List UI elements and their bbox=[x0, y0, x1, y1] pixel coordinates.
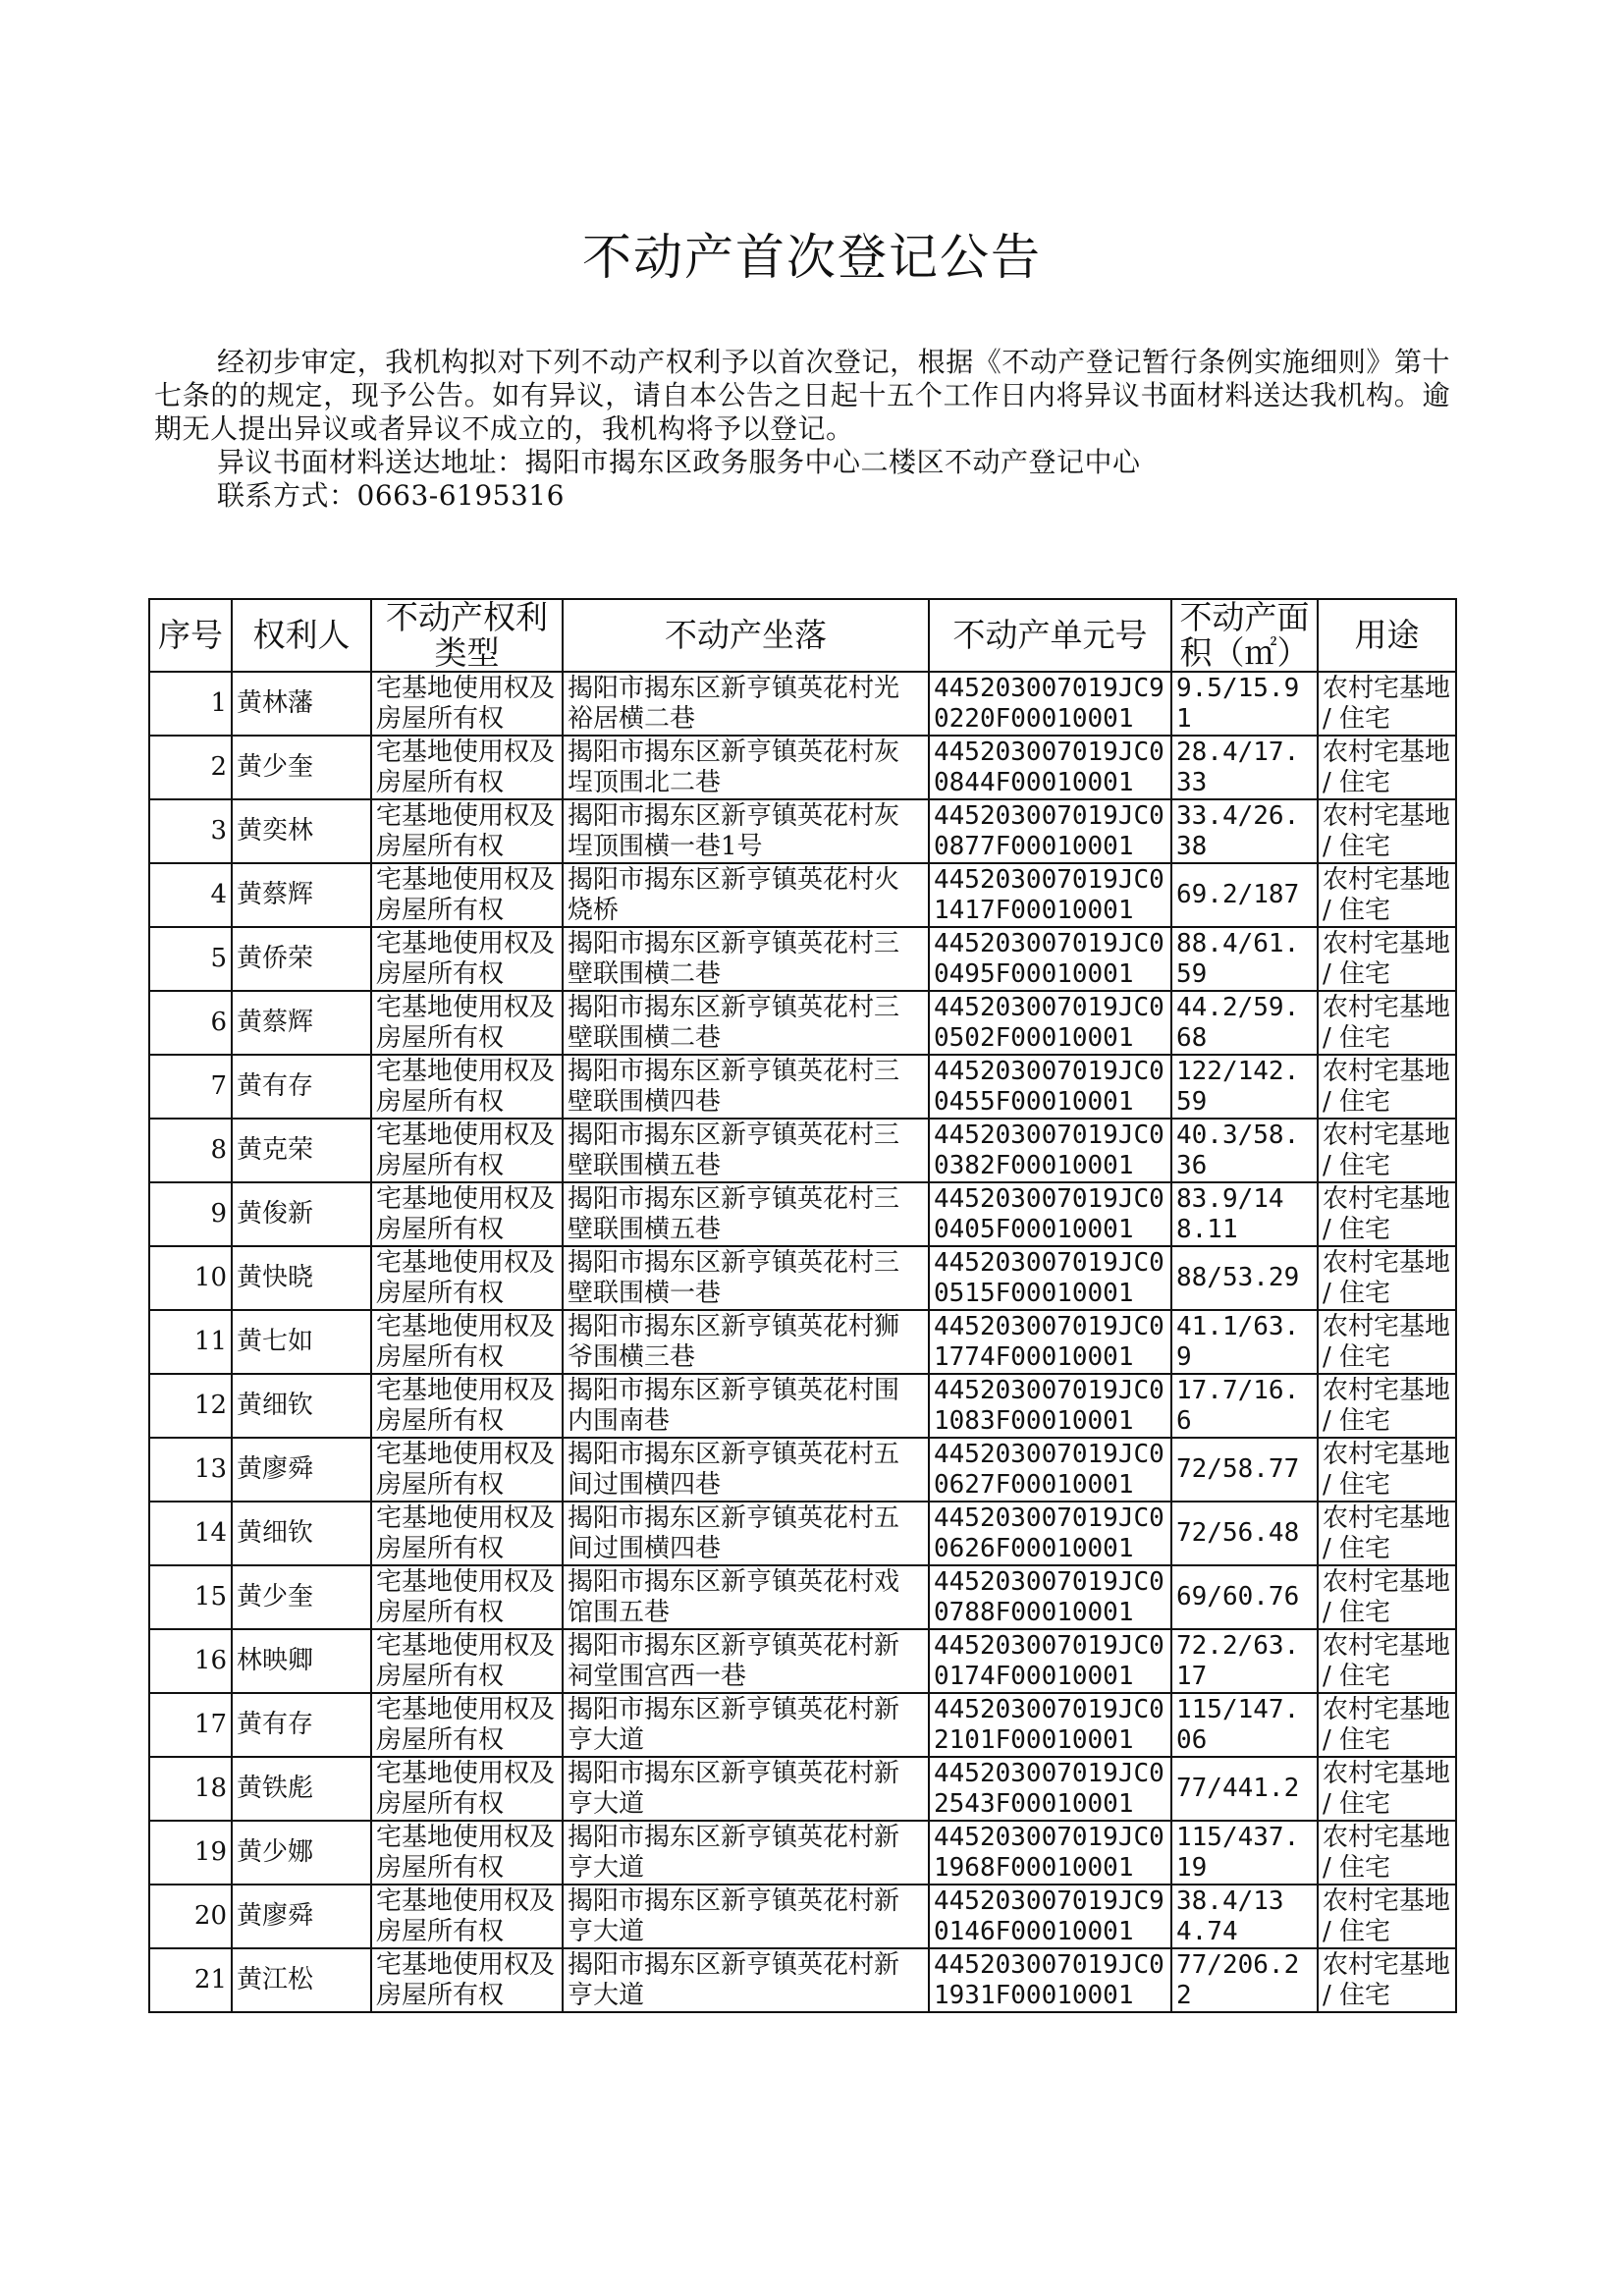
row-index: 18 bbox=[149, 1757, 232, 1821]
row-index: 12 bbox=[149, 1374, 232, 1438]
row-right-type: 宅基地使用权及房屋所有权 bbox=[371, 1502, 563, 1565]
row-location: 揭阳市揭东区新亨镇英花村新亨大道 bbox=[563, 1948, 929, 2012]
row-use: 农村宅基地 / 住宅 bbox=[1318, 736, 1456, 799]
row-location: 揭阳市揭东区新亨镇英花村新祠堂围宫西一巷 bbox=[563, 1629, 929, 1693]
row-unit-number: 445203007019JC00844F00010001 bbox=[929, 736, 1171, 799]
page-title: 不动产首次登记公告 bbox=[582, 229, 1042, 286]
row-unit-number: 445203007019JC00405F00010001 bbox=[929, 1182, 1171, 1246]
row-index: 1 bbox=[149, 672, 232, 736]
table-row bbox=[149, 1693, 1456, 1757]
row-area: 77/206.22 bbox=[1171, 1948, 1318, 2012]
row-owner: 黄侨荣 bbox=[232, 927, 371, 991]
header-unit-number: 不动产单元号 bbox=[929, 599, 1171, 672]
row-use: 农村宅基地 / 住宅 bbox=[1318, 1502, 1456, 1565]
row-owner: 黄江松 bbox=[232, 1948, 371, 2012]
row-area: 72/58.77 bbox=[1171, 1438, 1318, 1502]
table-row bbox=[149, 1565, 1456, 1629]
row-right-type: 宅基地使用权及房屋所有权 bbox=[371, 1565, 563, 1629]
row-use: 农村宅基地 / 住宅 bbox=[1318, 927, 1456, 991]
row-use: 农村宅基地 / 住宅 bbox=[1318, 1821, 1456, 1885]
row-unit-number: 445203007019JC00502F00010001 bbox=[929, 991, 1171, 1055]
row-owner: 黄细钦 bbox=[232, 1374, 371, 1438]
row-use: 农村宅基地 / 住宅 bbox=[1318, 1885, 1456, 1948]
row-use: 农村宅基地 / 住宅 bbox=[1318, 1182, 1456, 1246]
row-unit-number: 445203007019JC00877F00010001 bbox=[929, 799, 1171, 863]
row-location: 揭阳市揭东区新亨镇英花村三壁联围横五巷 bbox=[563, 1182, 929, 1246]
row-right-type: 宅基地使用权及房屋所有权 bbox=[371, 1119, 563, 1182]
row-unit-number: 445203007019JC00627F00010001 bbox=[929, 1438, 1171, 1502]
row-area: 33.4/26.38 bbox=[1171, 799, 1318, 863]
row-index: 3 bbox=[149, 799, 232, 863]
row-unit-number: 445203007019JC01774F00010001 bbox=[929, 1310, 1171, 1374]
table-row bbox=[149, 1182, 1456, 1246]
row-right-type: 宅基地使用权及房屋所有权 bbox=[371, 672, 563, 736]
row-location: 揭阳市揭东区新亨镇英花村戏馆围五巷 bbox=[563, 1565, 929, 1629]
table-row bbox=[149, 1629, 1456, 1693]
row-right-type: 宅基地使用权及房屋所有权 bbox=[371, 927, 563, 991]
row-right-type: 宅基地使用权及房屋所有权 bbox=[371, 1885, 563, 1948]
row-location: 揭阳市揭东区新亨镇英花村灰埕顶围北二巷 bbox=[563, 736, 929, 799]
row-owner: 黄少奎 bbox=[232, 736, 371, 799]
row-area: 115/147.06 bbox=[1171, 1693, 1318, 1757]
header-use: 用途 bbox=[1318, 599, 1456, 672]
table-row bbox=[149, 1885, 1456, 1948]
row-unit-number: 445203007019JC00515F00010001 bbox=[929, 1246, 1171, 1310]
row-location: 揭阳市揭东区新亨镇英花村新亨大道 bbox=[563, 1693, 929, 1757]
row-location: 揭阳市揭东区新亨镇英花村灰埕顶围横一巷1号 bbox=[563, 799, 929, 863]
row-index: 21 bbox=[149, 1948, 232, 2012]
row-use: 农村宅基地 / 住宅 bbox=[1318, 1246, 1456, 1310]
row-index: 9 bbox=[149, 1182, 232, 1246]
registration-table bbox=[148, 598, 1457, 2013]
row-right-type: 宅基地使用权及房屋所有权 bbox=[371, 1310, 563, 1374]
row-use: 农村宅基地 / 住宅 bbox=[1318, 1693, 1456, 1757]
row-area: 69.2/187 bbox=[1171, 863, 1318, 927]
row-unit-number: 445203007019JC01083F00010001 bbox=[929, 1374, 1171, 1438]
table-row bbox=[149, 1246, 1456, 1310]
row-location: 揭阳市揭东区新亨镇英花村狮爷围横三巷 bbox=[563, 1310, 929, 1374]
row-index: 14 bbox=[149, 1502, 232, 1565]
row-use: 农村宅基地 / 住宅 bbox=[1318, 1757, 1456, 1821]
table-row bbox=[149, 1948, 1456, 2012]
row-index: 16 bbox=[149, 1629, 232, 1693]
row-location: 揭阳市揭东区新亨镇英花村三壁联围横四巷 bbox=[563, 1055, 929, 1119]
row-owner: 黄蔡辉 bbox=[232, 863, 371, 927]
table-row bbox=[149, 1502, 1456, 1565]
row-owner: 黄细钦 bbox=[232, 1502, 371, 1565]
row-index: 7 bbox=[149, 1055, 232, 1119]
row-area: 88/53.29 bbox=[1171, 1246, 1318, 1310]
row-area: 69/60.76 bbox=[1171, 1565, 1318, 1629]
row-owner: 黄少娜 bbox=[232, 1821, 371, 1885]
row-area: 115/437.19 bbox=[1171, 1821, 1318, 1885]
row-right-type: 宅基地使用权及房屋所有权 bbox=[371, 1821, 563, 1885]
row-index: 13 bbox=[149, 1438, 232, 1502]
row-owner: 黄少奎 bbox=[232, 1565, 371, 1629]
row-owner: 黄七如 bbox=[232, 1310, 371, 1374]
row-owner: 黄奕林 bbox=[232, 799, 371, 863]
row-owner: 黄廖舜 bbox=[232, 1885, 371, 1948]
row-index: 19 bbox=[149, 1821, 232, 1885]
row-right-type: 宅基地使用权及房屋所有权 bbox=[371, 736, 563, 799]
row-unit-number: 445203007019JC00788F00010001 bbox=[929, 1565, 1171, 1629]
row-use: 农村宅基地 / 住宅 bbox=[1318, 672, 1456, 736]
row-location: 揭阳市揭东区新亨镇英花村三壁联围横二巷 bbox=[563, 927, 929, 991]
row-location: 揭阳市揭东区新亨镇英花村光裕居横二巷 bbox=[563, 672, 929, 736]
table-header-row bbox=[149, 599, 1456, 672]
row-right-type: 宅基地使用权及房屋所有权 bbox=[371, 1182, 563, 1246]
row-unit-number: 445203007019JC02101F00010001 bbox=[929, 1693, 1171, 1757]
row-area: 44.2/59.68 bbox=[1171, 991, 1318, 1055]
row-index: 2 bbox=[149, 736, 232, 799]
row-unit-number: 445203007019JC00626F00010001 bbox=[929, 1502, 1171, 1565]
table-row bbox=[149, 1055, 1456, 1119]
row-area: 72/56.48 bbox=[1171, 1502, 1318, 1565]
row-location: 揭阳市揭东区新亨镇英花村围内围南巷 bbox=[563, 1374, 929, 1438]
row-index: 11 bbox=[149, 1310, 232, 1374]
row-location: 揭阳市揭东区新亨镇英花村新亨大道 bbox=[563, 1757, 929, 1821]
row-area: 72.2/63.17 bbox=[1171, 1629, 1318, 1693]
row-use: 农村宅基地 / 住宅 bbox=[1318, 991, 1456, 1055]
row-owner: 林映卿 bbox=[232, 1629, 371, 1693]
header-area: 不动产面积（㎡） bbox=[1171, 599, 1318, 672]
table-row bbox=[149, 1310, 1456, 1374]
row-area: 28.4/17.33 bbox=[1171, 736, 1318, 799]
row-index: 17 bbox=[149, 1693, 232, 1757]
row-index: 8 bbox=[149, 1119, 232, 1182]
row-location: 揭阳市揭东区新亨镇英花村三壁联围横一巷 bbox=[563, 1246, 929, 1310]
row-owner: 黄快晓 bbox=[232, 1246, 371, 1310]
table-row bbox=[149, 863, 1456, 927]
row-location: 揭阳市揭东区新亨镇英花村新亨大道 bbox=[563, 1885, 929, 1948]
table-row bbox=[149, 1374, 1456, 1438]
table-row bbox=[149, 799, 1456, 863]
row-right-type: 宅基地使用权及房屋所有权 bbox=[371, 863, 563, 927]
row-right-type: 宅基地使用权及房屋所有权 bbox=[371, 799, 563, 863]
header-right-type: 不动产权利类型 bbox=[371, 599, 563, 672]
row-use: 农村宅基地 / 住宅 bbox=[1318, 1629, 1456, 1693]
row-owner: 黄铁彪 bbox=[232, 1757, 371, 1821]
table-row bbox=[149, 1821, 1456, 1885]
row-unit-number: 445203007019JC00455F00010001 bbox=[929, 1055, 1171, 1119]
row-unit-number: 445203007019JC01417F00010001 bbox=[929, 863, 1171, 927]
table-row bbox=[149, 1438, 1456, 1502]
row-unit-number: 445203007019JC90220F00010001 bbox=[929, 672, 1171, 736]
row-owner: 黄俊新 bbox=[232, 1182, 371, 1246]
row-area: 77/441.2 bbox=[1171, 1757, 1318, 1821]
row-owner: 黄克荣 bbox=[232, 1119, 371, 1182]
row-use: 农村宅基地 / 住宅 bbox=[1318, 1310, 1456, 1374]
row-location: 揭阳市揭东区新亨镇英花村五间过围横四巷 bbox=[563, 1502, 929, 1565]
row-right-type: 宅基地使用权及房屋所有权 bbox=[371, 1629, 563, 1693]
row-owner: 黄有存 bbox=[232, 1693, 371, 1757]
row-owner: 黄蔡辉 bbox=[232, 991, 371, 1055]
row-right-type: 宅基地使用权及房屋所有权 bbox=[371, 1246, 563, 1310]
row-right-type: 宅基地使用权及房屋所有权 bbox=[371, 1948, 563, 2012]
row-owner: 黄廖舜 bbox=[232, 1438, 371, 1502]
row-use: 农村宅基地 / 住宅 bbox=[1318, 799, 1456, 863]
row-index: 4 bbox=[149, 863, 232, 927]
row-use: 农村宅基地 / 住宅 bbox=[1318, 1055, 1456, 1119]
row-use: 农村宅基地 / 住宅 bbox=[1318, 1438, 1456, 1502]
header-owner: 权利人 bbox=[232, 599, 371, 672]
table-row bbox=[149, 991, 1456, 1055]
row-location: 揭阳市揭东区新亨镇英花村火烧桥 bbox=[563, 863, 929, 927]
row-right-type: 宅基地使用权及房屋所有权 bbox=[371, 991, 563, 1055]
table-row bbox=[149, 927, 1456, 991]
row-area: 38.4/134.74 bbox=[1171, 1885, 1318, 1948]
row-right-type: 宅基地使用权及房屋所有权 bbox=[371, 1374, 563, 1438]
row-area: 17.7/16.6 bbox=[1171, 1374, 1318, 1438]
row-area: 122/142.59 bbox=[1171, 1055, 1318, 1119]
table-row bbox=[149, 1757, 1456, 1821]
row-use: 农村宅基地 / 住宅 bbox=[1318, 863, 1456, 927]
row-index: 10 bbox=[149, 1246, 232, 1310]
contact-info: 联系方式：0663-6195316 bbox=[217, 479, 565, 512]
row-use: 农村宅基地 / 住宅 bbox=[1318, 1374, 1456, 1438]
row-index: 5 bbox=[149, 927, 232, 991]
row-area: 88.4/61.59 bbox=[1171, 927, 1318, 991]
row-use: 农村宅基地 / 住宅 bbox=[1318, 1948, 1456, 2012]
row-location: 揭阳市揭东区新亨镇英花村新亨大道 bbox=[563, 1821, 929, 1885]
row-right-type: 宅基地使用权及房屋所有权 bbox=[371, 1757, 563, 1821]
row-location: 揭阳市揭东区新亨镇英花村三壁联围横二巷 bbox=[563, 991, 929, 1055]
row-area: 41.1/63.9 bbox=[1171, 1310, 1318, 1374]
row-location: 揭阳市揭东区新亨镇英花村五间过围横四巷 bbox=[563, 1438, 929, 1502]
row-right-type: 宅基地使用权及房屋所有权 bbox=[371, 1438, 563, 1502]
row-location: 揭阳市揭东区新亨镇英花村三壁联围横五巷 bbox=[563, 1119, 929, 1182]
row-use: 农村宅基地 / 住宅 bbox=[1318, 1565, 1456, 1629]
row-unit-number: 445203007019JC90146F00010001 bbox=[929, 1885, 1171, 1948]
row-index: 15 bbox=[149, 1565, 232, 1629]
row-use: 农村宅基地 / 住宅 bbox=[1318, 1119, 1456, 1182]
row-right-type: 宅基地使用权及房屋所有权 bbox=[371, 1693, 563, 1757]
table-body bbox=[149, 672, 1456, 2012]
header-index: 序号 bbox=[149, 599, 232, 672]
row-area: 9.5/15.91 bbox=[1171, 672, 1318, 736]
row-unit-number: 445203007019JC00382F00010001 bbox=[929, 1119, 1171, 1182]
row-unit-number: 445203007019JC00174F00010001 bbox=[929, 1629, 1171, 1693]
row-index: 6 bbox=[149, 991, 232, 1055]
row-unit-number: 445203007019JC01968F00010001 bbox=[929, 1821, 1171, 1885]
table-row bbox=[149, 672, 1456, 736]
row-owner: 黄林藩 bbox=[232, 672, 371, 736]
row-area: 40.3/58.36 bbox=[1171, 1119, 1318, 1182]
row-right-type: 宅基地使用权及房屋所有权 bbox=[371, 1055, 563, 1119]
row-owner: 黄有存 bbox=[232, 1055, 371, 1119]
row-index: 20 bbox=[149, 1885, 232, 1948]
row-unit-number: 445203007019JC01931F00010001 bbox=[929, 1948, 1171, 2012]
announcement-intro bbox=[154, 346, 1450, 513]
table-row bbox=[149, 1119, 1456, 1182]
table-row bbox=[149, 736, 1456, 799]
row-area: 83.9/148.11 bbox=[1171, 1182, 1318, 1246]
row-unit-number: 445203007019JC02543F00010001 bbox=[929, 1757, 1171, 1821]
header-location: 不动产坐落 bbox=[563, 599, 929, 672]
intro-paragraph: 经初步审定，我机构拟对下列不动产权利予以首次登记，根据《不动产登记暂行条例实施细则》第十七条的的规定，现予公告。如有异议，请自本公告之日起十五个工作日内将异议书面材料送达我机构。逾期无人提出异议或者异议不成立的，我机构将予以登记。 bbox=[154, 346, 1450, 445]
row-unit-number: 445203007019JC00495F00010001 bbox=[929, 927, 1171, 991]
objection-address: 异议书面材料送达地址：揭阳市揭东区政务服务中心二楼区不动产登记中心 bbox=[217, 446, 1141, 478]
